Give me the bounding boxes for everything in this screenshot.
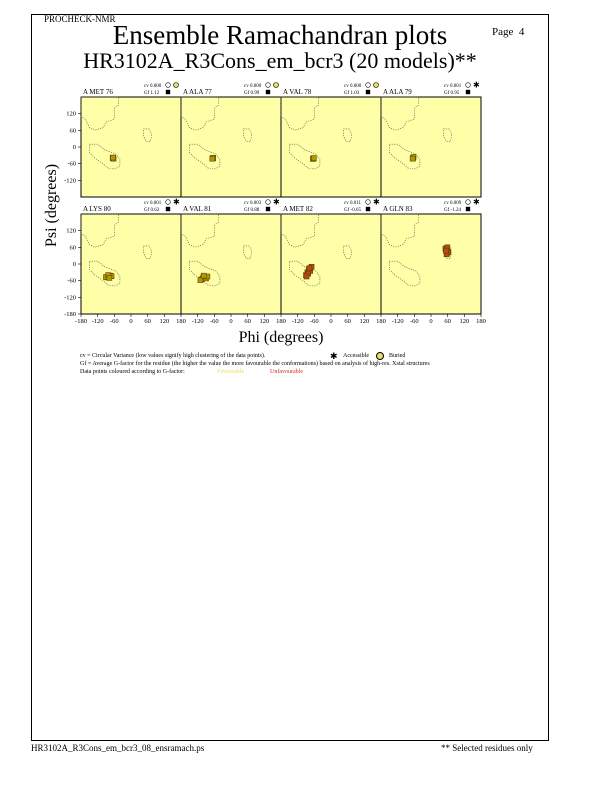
x-tick-label: 180 [276, 318, 286, 325]
x-tick-label: 0 [429, 318, 433, 325]
panel-gf-value: Gf 0.99 [244, 91, 260, 96]
panel-8 [381, 198, 486, 326]
panel-7 [281, 198, 386, 326]
panel-residue-label: A ALA 79 [383, 88, 412, 96]
x-tick-label: -120 [91, 318, 104, 325]
gf-colour-box [466, 90, 470, 94]
cv-circle-icon [266, 200, 271, 205]
buried-marker-icon [376, 352, 384, 360]
panel-residue-label: A GLN 83 [383, 205, 413, 213]
panel-residue-label: A MET 82 [283, 205, 313, 213]
data-point [110, 155, 115, 160]
buried-icon [174, 83, 179, 88]
legend-colour-text: Data points coloured according to G-factor: [80, 369, 185, 375]
gf-colour-box [366, 207, 370, 211]
x-tick-label: 0 [129, 318, 133, 325]
y-axis-title: Psi (degrees) [43, 163, 60, 248]
x-tick-label: -120 [191, 318, 204, 325]
panel-cv-value: cv 0.003 [244, 201, 262, 206]
buried-icon [374, 83, 379, 88]
x-tick-label: 0 [229, 318, 233, 325]
panel-background [381, 214, 481, 314]
data-points [410, 155, 416, 162]
page-subtitle: HR3102A_R3Cons_em_bcr3 (20 models)** [83, 48, 477, 73]
x-tick-label: 180 [176, 318, 186, 325]
panel-residue-label: A VAL 78 [283, 88, 312, 96]
x-tick-label: 0 [329, 318, 333, 325]
panel-cv-value: cv 0.009 [444, 201, 462, 206]
y-tick-label: -60 [67, 160, 76, 168]
panel-gf-value: Gf -0.65 [344, 208, 361, 213]
legend-cv-text: cv = Circular Variance (low values signify high clustering of the data points). [80, 353, 266, 359]
cv-circle-icon [466, 200, 471, 205]
panel-residue-label: A ALA 77 [183, 88, 212, 96]
page-number: 4 [518, 26, 525, 38]
gf-colour-box [266, 207, 270, 211]
data-point [311, 156, 316, 161]
panel-background [281, 214, 381, 314]
legend [80, 352, 430, 376]
cv-circle-icon [366, 200, 371, 205]
panel-5 [64, 198, 186, 326]
panel-background [281, 97, 381, 197]
x-tick-label: 60 [444, 318, 451, 325]
cv-circle-icon [366, 83, 371, 88]
gf-colour-box [466, 207, 470, 211]
panel-residue-label: A VAL 81 [183, 205, 212, 213]
panel-4 [381, 81, 481, 198]
data-point [201, 273, 206, 278]
legend-accessible-label: Accessible [343, 353, 369, 359]
legend-unfavourable-label: Unfavourable [270, 369, 303, 375]
panel-background [181, 214, 281, 314]
y-tick-label: 60 [69, 244, 76, 252]
panel-gf-value: Gf -1.24 [444, 208, 461, 213]
panel-cv-value: cv 0.001 [444, 84, 462, 89]
panel-background [381, 97, 481, 197]
panel-background [81, 214, 181, 314]
panel-cv-value: cv 0.000 [144, 84, 162, 89]
legend-gf-text: Gf = Average G-factor for the residue (the higher the value the more favourable the conformations) based on analysis of high-res. Xstal structures [80, 361, 430, 367]
gf-colour-box [166, 90, 170, 94]
x-tick-label: 120 [159, 318, 170, 325]
accessible-icon: ✱ [173, 197, 180, 207]
program-name: PROCHECK-NMR [44, 14, 116, 24]
x-tick-label: -60 [209, 318, 219, 325]
gf-colour-box [266, 90, 270, 94]
x-tick-label: -60 [109, 318, 119, 325]
y-tick-label: 60 [69, 127, 76, 135]
data-point [107, 275, 112, 280]
y-tick-label: -180 [64, 311, 76, 318]
data-point [410, 156, 415, 161]
x-tick-label: 180 [476, 318, 486, 325]
data-points [310, 156, 316, 162]
y-tick-label: 120 [66, 110, 76, 118]
cv-circle-icon [166, 200, 171, 205]
asterisk-icon: ✱ [330, 351, 338, 361]
gf-colour-box [366, 90, 370, 94]
panel-gf-value: Gf 0.62 [144, 208, 160, 213]
panel-3 [281, 83, 381, 198]
accessible-icon: ✱ [373, 197, 380, 207]
y-tick-label: 0 [72, 261, 76, 268]
panel-cv-value: cv 0.000 [344, 84, 362, 89]
panel-background [181, 97, 281, 197]
accessible-icon: ✱ [473, 197, 480, 207]
panel-1 [64, 83, 181, 198]
x-tick-label: -60 [409, 318, 419, 325]
data-points [443, 245, 451, 257]
x-tick-label: 120 [259, 318, 270, 325]
x-tick-label: 120 [459, 318, 470, 325]
x-tick-label: -180 [75, 318, 87, 325]
data-points [110, 155, 116, 161]
panel-2 [181, 83, 281, 198]
cv-circle-icon [266, 83, 271, 88]
panel-cv-value: cv 0.000 [244, 84, 262, 89]
y-tick-label: 0 [72, 144, 76, 151]
data-point [307, 266, 312, 271]
footer-note: ** Selected residues only [441, 743, 533, 753]
cv-circle-icon [466, 83, 471, 88]
x-axis-title: Phi (degrees) [238, 329, 324, 346]
y-tick-label: -120 [64, 177, 76, 185]
accessible-icon: ✱ [473, 80, 480, 90]
panel-6 [181, 198, 286, 326]
panel-background [81, 97, 181, 197]
page-label: Page [492, 26, 514, 38]
x-tick-label: -120 [391, 318, 404, 325]
panel-residue-label: A LYS 80 [83, 205, 111, 213]
panel-residue-label: A MET 76 [83, 88, 113, 96]
data-points [210, 155, 216, 161]
x-tick-label: 60 [244, 318, 251, 325]
gf-colour-box [166, 207, 170, 211]
data-point [210, 156, 215, 161]
panel-gf-value: Gf 0.95 [444, 91, 460, 96]
data-point [444, 248, 449, 253]
legend-buried-label: Buried [389, 353, 406, 359]
panel-gf-value: Gf 1.12 [144, 91, 160, 96]
panel-cv-value: cv 0.001 [144, 201, 162, 206]
y-tick-label: -60 [67, 277, 76, 285]
x-tick-label: 120 [359, 318, 370, 325]
legend-row-gf [80, 360, 430, 368]
data-point [304, 274, 309, 279]
x-tick-label: -120 [291, 318, 304, 325]
page-title: Ensemble Ramachandran plots [112, 20, 448, 50]
x-tick-label: -60 [309, 318, 319, 325]
panel-cv-value: cv 0.011 [344, 201, 362, 206]
x-tick-label: 60 [344, 318, 351, 325]
legend-row-cv [80, 352, 430, 360]
buried-icon [274, 83, 279, 88]
panel-gf-value: Gf 0.88 [244, 208, 260, 213]
x-tick-label: 60 [144, 318, 151, 325]
x-tick-label: 180 [376, 318, 386, 325]
footer-filename: HR3102A_R3Cons_em_bcr3_08_ensramach.ps [31, 743, 205, 753]
y-tick-label: -120 [64, 294, 76, 302]
y-tick-label: 120 [66, 227, 76, 235]
legend-row-colour [80, 368, 430, 376]
legend-favourable-label: Favourable [217, 369, 244, 375]
panel-gf-value: Gf 1.03 [344, 91, 360, 96]
cv-circle-icon [166, 83, 171, 88]
accessible-icon: ✱ [273, 197, 280, 207]
